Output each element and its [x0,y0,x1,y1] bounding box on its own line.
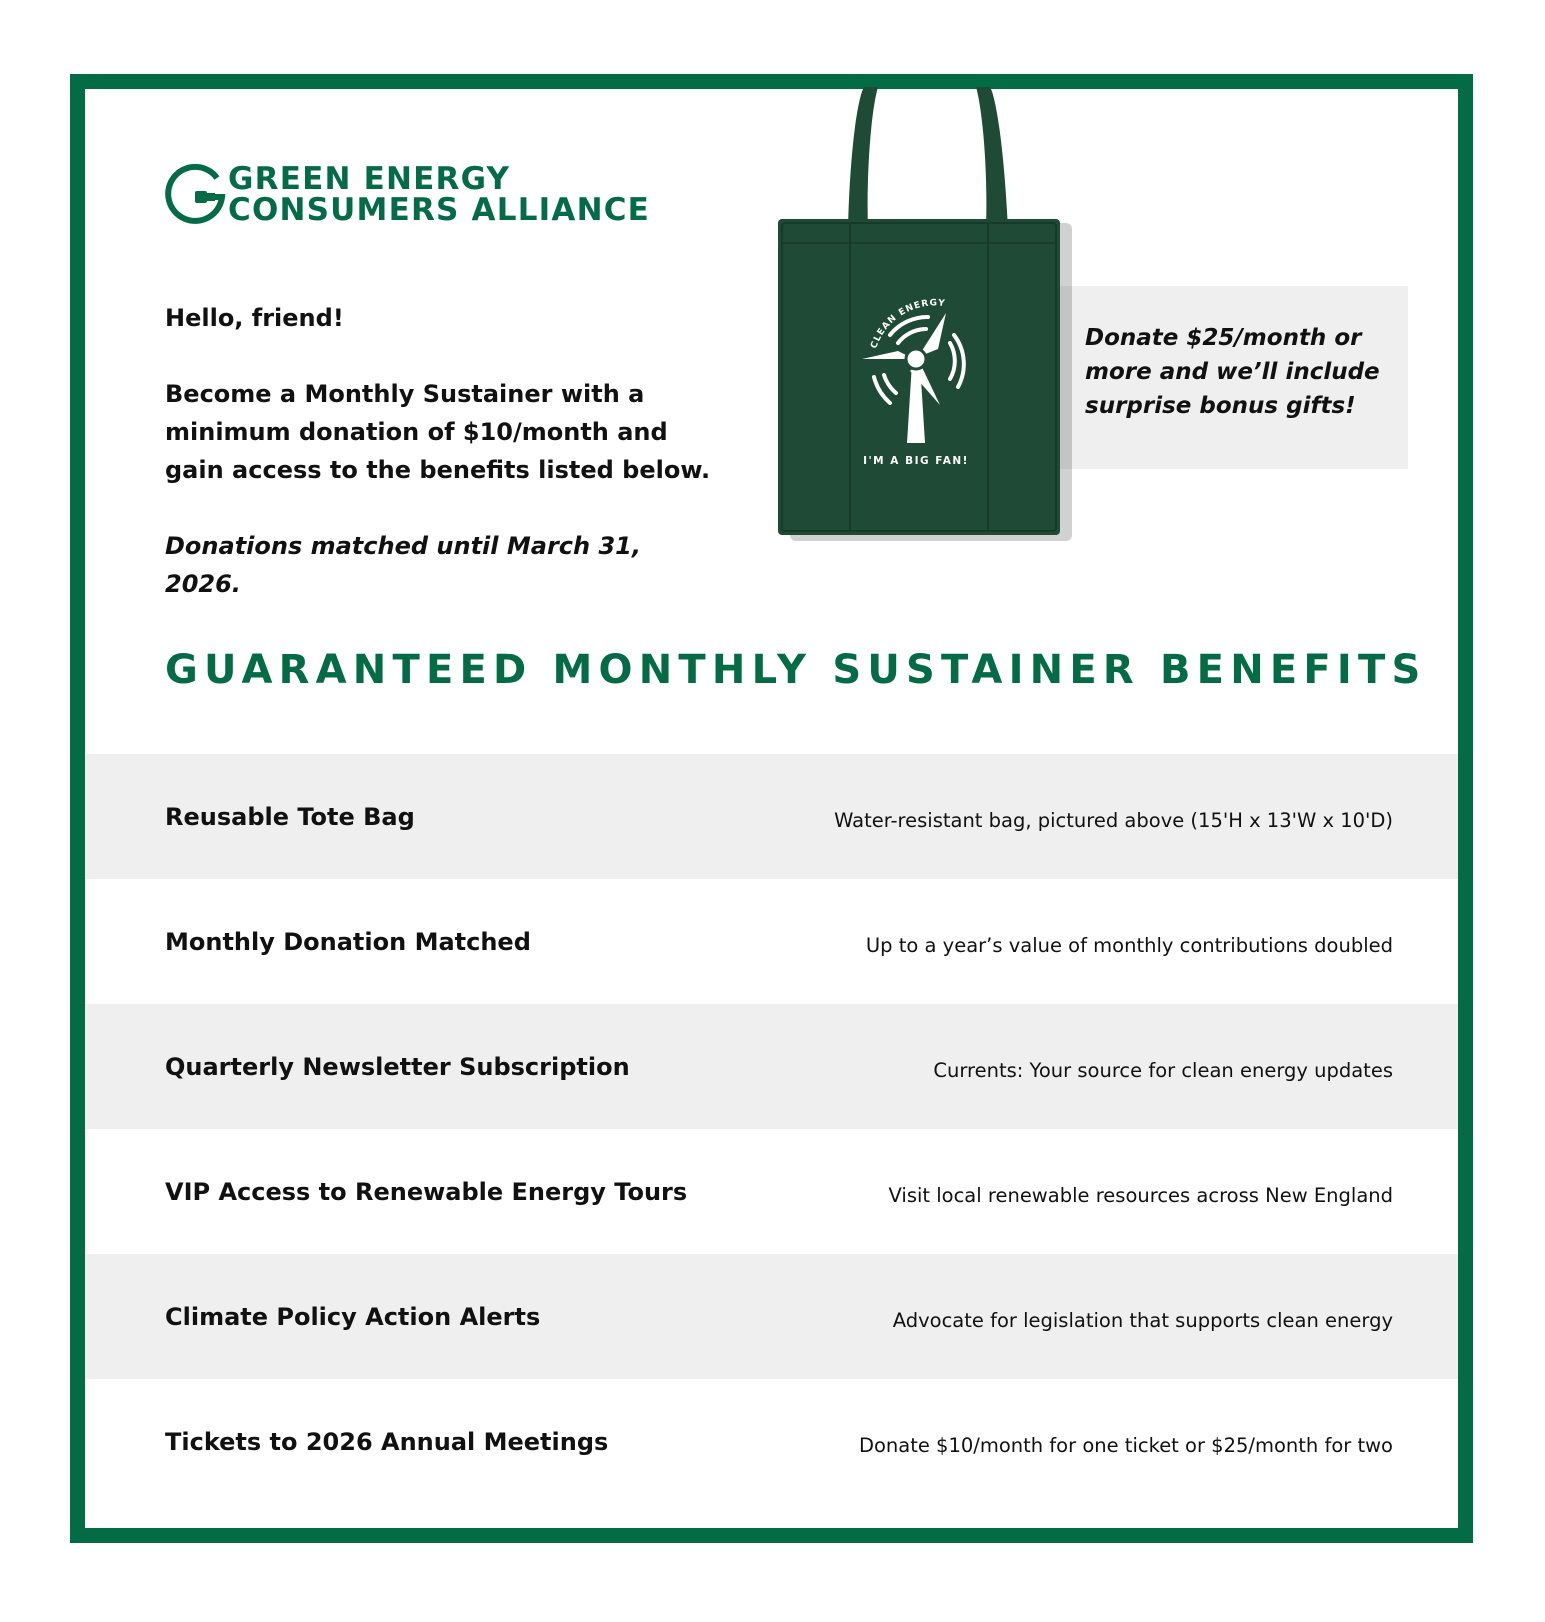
benefit-title: Monthly Donation Matched [165,927,531,956]
benefits-table [85,754,1458,1504]
benefit-title: Reusable Tote Bag [165,802,415,831]
benefit-row [85,1004,1458,1129]
flyer-frame [70,74,1473,1543]
benefit-title: Quarterly Newsletter Subscription [165,1052,630,1081]
benefit-title: Tickets to 2026 Annual Meetings [165,1427,609,1456]
intro-body: Become a Monthly Sustainer with a minimum donation of $10/month and gain access to the benefits listed below. [165,380,711,484]
tote-arc-text: CLEAN ENERGY [869,298,947,351]
benefit-row [85,1254,1458,1379]
benefit-desc: Up to a year’s value of monthly contributions doubled [865,934,1393,957]
benefit-desc: Currents: Your source for clean energy updates [933,1059,1393,1082]
benefit-row [85,754,1458,879]
org-name-line1: GREEN ENERGY [228,161,511,197]
greeting: Hello, friend! [165,304,344,332]
tote-slogan: I'M A BIG FAN! [863,455,969,467]
org-name-line2: CONSUMERS ALLIANCE [228,192,651,228]
benefit-desc: Visit local renewable resources across New England [888,1184,1393,1207]
bonus-gifts-note: Donate $25/month or more and we’ll include surprise bonus gifts! [1085,325,1380,419]
org-name [228,161,651,228]
intro-block [165,299,725,641]
benefits-heading: GUARANTEED MONTHLY SUSTAINER BENEFITS [165,647,1427,693]
benefit-title: VIP Access to Renewable Energy Tours [165,1177,688,1206]
benefit-row [85,1129,1458,1254]
benefit-desc: Donate $10/month for one ticket or $25/month for two [858,1434,1393,1457]
benefit-row [85,879,1458,1004]
benefit-row [85,1379,1458,1504]
benefit-title: Climate Policy Action Alerts [165,1302,541,1331]
tote-bag-image [778,87,1078,557]
benefit-desc: Water-resistant bag, pictured above (15'H x 13'W x 10'D) [834,809,1393,832]
plug-g-logo-icon [165,164,227,226]
benefit-desc: Advocate for legislation that supports clean energy [892,1309,1393,1332]
matched-notice: Donations matched until March 31, 2026. [165,532,641,598]
